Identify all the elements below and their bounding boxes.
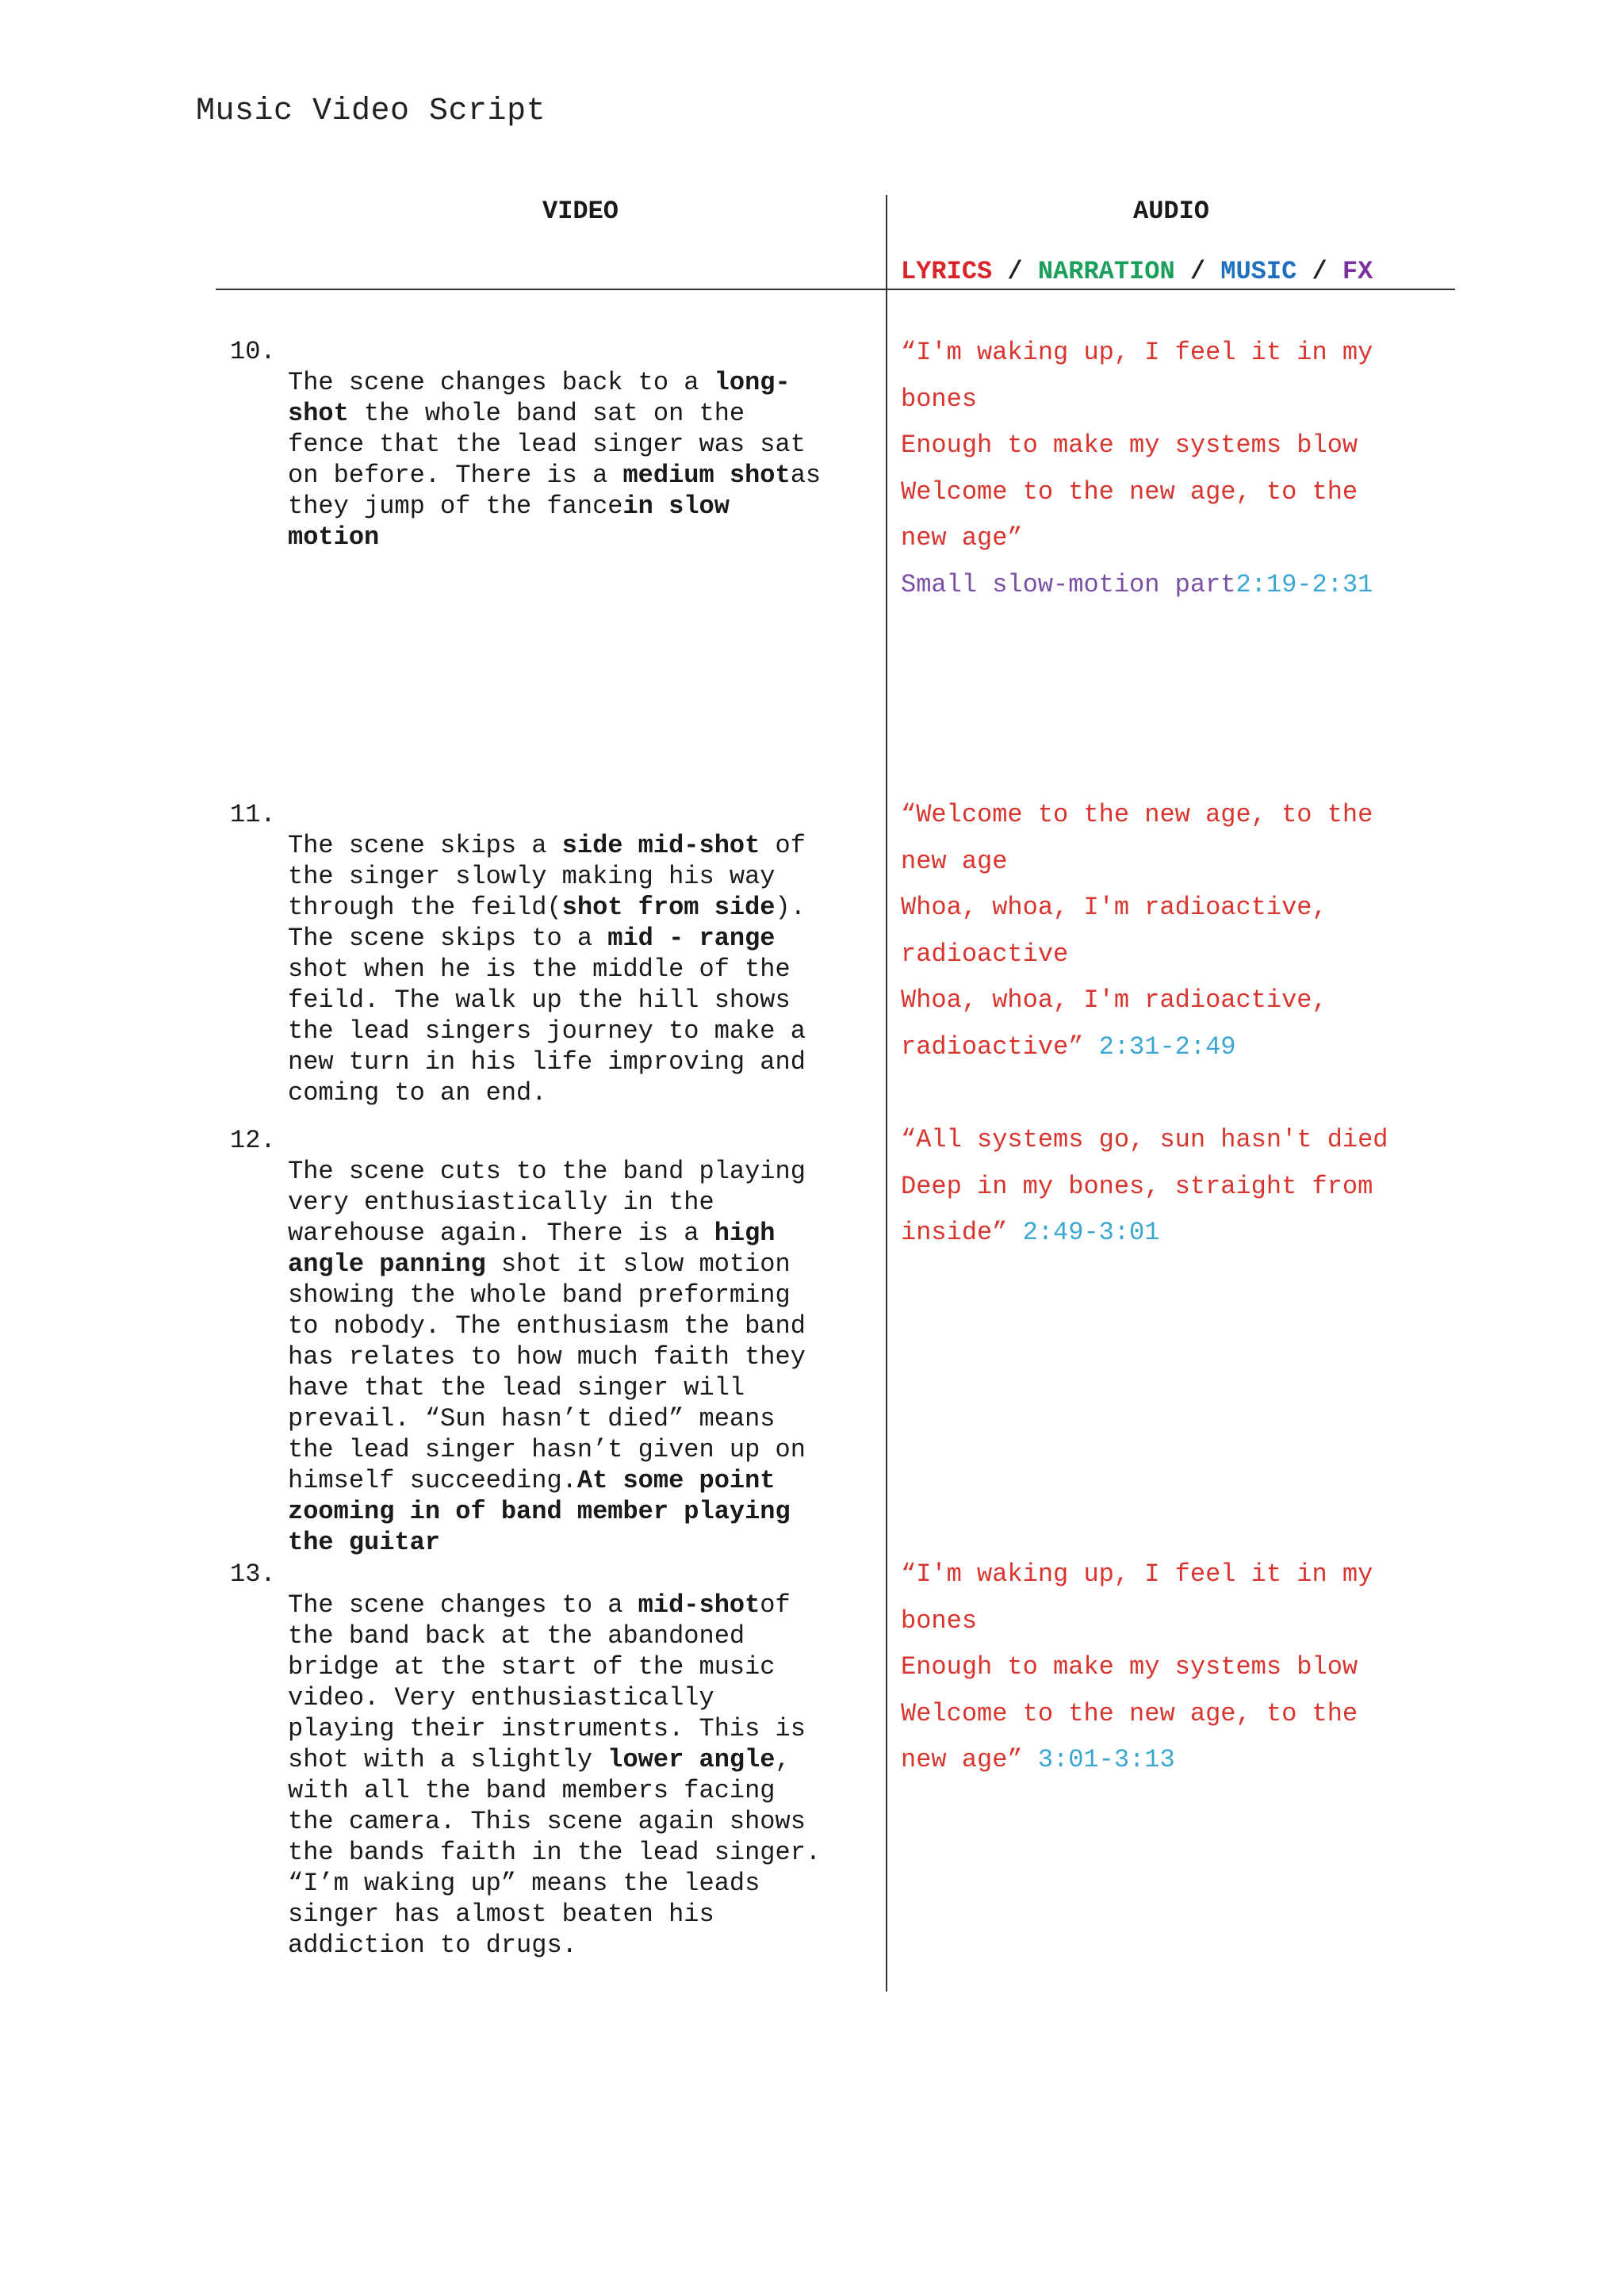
timestamp: 2:31-2:49 <box>1098 1031 1236 1062</box>
document-title: Music Video Script <box>196 94 546 129</box>
scene-11-audio <box>901 792 1456 1070</box>
timestamp: 2:19-2:31 <box>1235 569 1373 599</box>
legend-music: MUSIC <box>1220 257 1297 286</box>
desc-emphasis: in slow motion <box>288 492 730 552</box>
legend-separator: / <box>1174 257 1221 286</box>
timestamp: 3:01-3:13 <box>1037 1745 1175 1774</box>
scene-12-audio <box>901 1117 1456 1257</box>
lyric-line: Enough to make my systems blow <box>901 430 1358 460</box>
legend-separator: / <box>992 257 1038 286</box>
lyric-line: Welcome to the new age, to the <box>901 476 1358 507</box>
desc-emphasis: side mid-shot <box>561 831 760 860</box>
desc-text: The scene skips a <box>288 831 562 860</box>
lyric-line: bones <box>901 1605 978 1636</box>
desc-text: shot when he is the middle of the feild. The walk up the hill shows the lead singers journey to make a new turn in his life improving and coming to an end. <box>288 955 806 1108</box>
lyric-line: Welcome to the new age, to the <box>901 1698 1358 1728</box>
scene-description <box>288 336 888 553</box>
desc-text: ). The scene skips to a <box>288 893 806 953</box>
scene-11-video <box>230 799 888 1108</box>
legend-separator: / <box>1297 257 1342 286</box>
lyric-line: new age” <box>901 1745 1023 1774</box>
lyric-line: inside” <box>901 1218 1008 1247</box>
desc-text: , with all the band members facing the camera. This scene again shows the bands faith in the lead singer. “I’m waking up” means the leads singer has almost beaten his addiction to drugs. <box>288 1745 822 1960</box>
lyric-line: “Welcome to the new age, to the <box>901 800 1373 829</box>
lyric-line: Whoa, whoa, I'm radioactive, <box>901 985 1327 1015</box>
desc-emphasis: lower angle <box>607 1745 776 1774</box>
scene-10-audio <box>901 330 1456 608</box>
desc-emphasis: long- shot <box>288 368 791 428</box>
lyric-line: “I'm waking up, I feel it in my <box>901 338 1373 367</box>
desc-text: as they jump of the fance <box>288 461 822 521</box>
desc-emphasis: mid - range <box>607 924 776 953</box>
legend-narration: NARRATION <box>1037 257 1175 286</box>
lyric-line: Enough to make my systems blow <box>901 1652 1358 1682</box>
desc-text: The scene cuts to the band playing very enthusiastically in the warehouse again. There is a <box>288 1157 806 1248</box>
desc-emphasis: At some point zooming in of band member playing the guitar <box>288 1466 791 1557</box>
desc-text: The scene changes to a <box>288 1590 638 1620</box>
scene-10-video <box>230 336 888 553</box>
lyric-line: Whoa, whoa, I'm radioactive, <box>901 893 1327 922</box>
legend-fx: FX <box>1342 257 1373 286</box>
header-rule <box>216 289 1455 290</box>
desc-emphasis: mid-shot <box>638 1590 760 1620</box>
lyric-line: new age” <box>901 523 1023 553</box>
scene-description <box>288 1125 888 1558</box>
video-column-header: VIDEO <box>542 197 619 226</box>
scene-description <box>288 1559 888 1961</box>
scene-number: 11. <box>230 800 276 829</box>
lyric-line: “I'm waking up, I feel it in my <box>901 1559 1373 1589</box>
timestamp: 2:49-3:01 <box>1022 1218 1160 1247</box>
lyric-line: new age <box>901 846 1008 876</box>
desc-text: shot it slow motion showing the whole band preforming to nobody. The enthusiasm the band has relates to how much faith they have that the lead singer will prevail. “Sun hasn’t died” means the lead singer hasn’t given up on himself succeeding. <box>288 1249 806 1495</box>
legend-lyrics: LYRICS <box>901 257 993 286</box>
scene-number: 12. <box>230 1126 276 1155</box>
desc-emphasis: high angle panning <box>288 1219 776 1279</box>
desc-text: of the band back at the abandoned bridge at the start of the music video. Very enthusiastically playing their instruments. This is shot with a slightly <box>288 1590 806 1774</box>
desc-text: The scene changes back to a <box>288 368 714 397</box>
lyric-line: “All systems go, sun hasn't died <box>901 1125 1388 1154</box>
audio-column-header: AUDIO <box>1132 197 1209 226</box>
scene-number: 10. <box>230 337 276 366</box>
lyric-line: radioactive” <box>901 1031 1084 1062</box>
lyric-line: Deep in my bones, straight from <box>901 1171 1373 1201</box>
desc-text: the whole band sat on the fence that the lead singer was sat on before. There is a <box>288 399 806 490</box>
scene-number: 13. <box>230 1559 276 1589</box>
lyric-line: bones <box>901 384 978 414</box>
scene-13-audio <box>901 1552 1456 1784</box>
desc-text: of the singer slowly making his way through the feild( <box>288 831 806 922</box>
desc-emphasis: medium shot <box>622 461 791 490</box>
scene-12-video <box>230 1125 888 1558</box>
scene-13-video <box>230 1559 888 1961</box>
audio-legend <box>901 257 1373 286</box>
fx-note: Small slow-motion part <box>901 569 1236 599</box>
scene-description <box>288 799 888 1108</box>
desc-emphasis: shot from side <box>561 893 776 922</box>
lyric-line: radioactive <box>901 939 1069 969</box>
